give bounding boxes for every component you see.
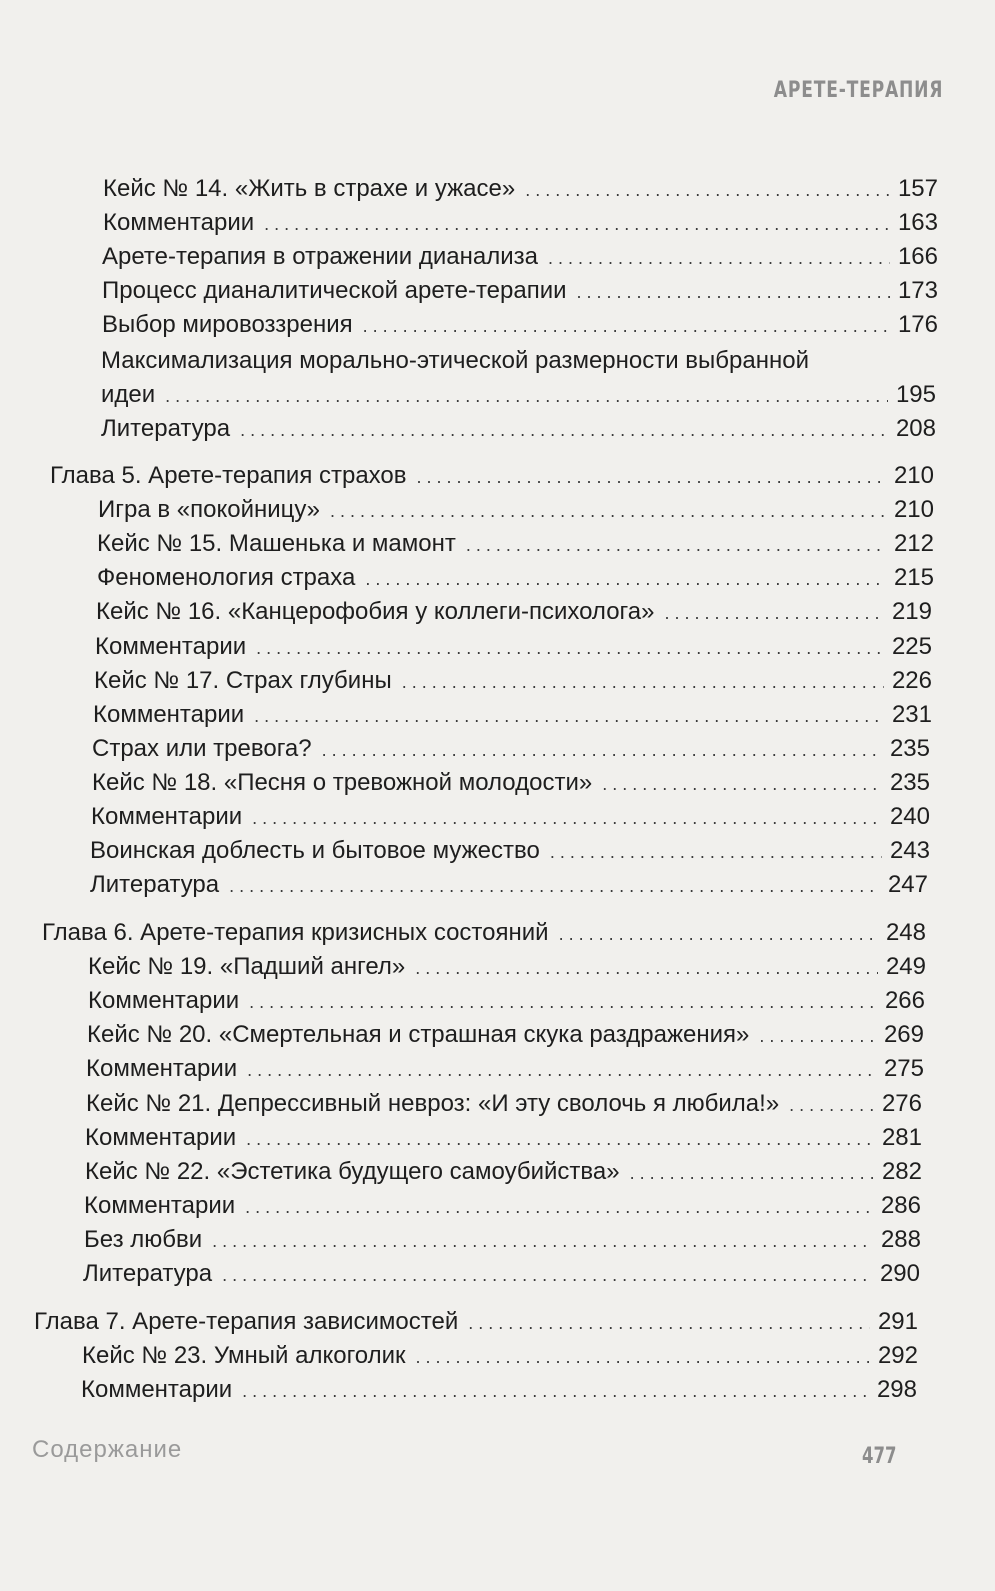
toc-entry[interactable]: Кейс № 17. Страх глубины . . . 226 <box>94 664 932 699</box>
page-number: 248 <box>885 919 926 946</box>
toc-entry[interactable]: Кейс № 16. «Канцерофобия у коллеги-психолога» . . . 219 <box>96 595 932 630</box>
toc-entry[interactable]: Комментарии . . . 231 <box>93 698 932 733</box>
toc-entry-wrapped-line: Максимализация морально-этической размерности выбранной <box>101 347 810 374</box>
toc-entry[interactable]: Игра в «покойницу» . . . 210 <box>98 493 934 528</box>
toc-entry[interactable]: Комментарии . . . 240 <box>91 800 930 835</box>
page-number: 235 <box>889 769 930 796</box>
toc-chapter[interactable]: Глава 7. Арете-терапия зависимостей . . . 291 <box>34 1305 918 1340</box>
footer-page-number: 477 <box>862 1444 897 1469</box>
page-number: 276 <box>881 1090 922 1117</box>
toc-entry[interactable]: Комментарии . . . 281 <box>85 1121 922 1156</box>
page-number: 298 <box>876 1376 917 1403</box>
toc-entry[interactable]: Комментарии . . . 163 <box>103 206 938 241</box>
page-number: 219 <box>891 598 932 625</box>
page-number: 286 <box>880 1192 921 1219</box>
toc-entry[interactable]: Страх или тревога? . . . 235 <box>92 732 930 767</box>
toc-entry[interactable]: Комментарии . . . 275 <box>86 1052 924 1087</box>
page-number: 292 <box>877 1342 918 1369</box>
page-number: 163 <box>897 209 938 236</box>
page-number: 210 <box>893 496 934 523</box>
toc-entry[interactable]: Литература . . . 290 <box>83 1257 920 1292</box>
toc-entry[interactable]: Феноменология страха . . . 215 <box>97 561 934 596</box>
page-number: 290 <box>879 1260 920 1287</box>
toc-entry[interactable]: Процесс дианалитической арете-терапии . . . 173 <box>102 274 938 309</box>
toc-entry[interactable]: Кейс № 21. Депрессивный невроз: «И эту сволочь я любила!» . . . 276 <box>86 1087 922 1122</box>
running-head: АРЕТЕ-ТЕРАПИЯ <box>773 78 943 103</box>
toc-entry[interactable]: Комментарии . . . 266 <box>88 984 925 1019</box>
toc-entry[interactable]: Литература . . . 247 <box>90 868 928 903</box>
toc-entry[interactable]: Комментарии . . . 298 <box>81 1373 917 1408</box>
page-number: 247 <box>887 871 928 898</box>
page-number: 235 <box>889 735 930 762</box>
page-number: 281 <box>881 1124 922 1151</box>
page-number: 166 <box>897 243 938 270</box>
page-number: 215 <box>893 564 934 591</box>
footer-section-title: Содержание <box>32 1436 183 1463</box>
page-number: 231 <box>891 701 932 728</box>
page-number: 173 <box>897 277 938 304</box>
page-number: 195 <box>895 381 936 408</box>
toc-entry[interactable]: Выбор мировоззрения . . . 176 <box>102 308 938 343</box>
page-number: 249 <box>885 953 926 980</box>
toc-entry[interactable]: идеи . . . 195 <box>101 378 936 413</box>
toc-chapter[interactable]: Глава 6. Арете-терапия кризисных состояний . . . 248 <box>42 916 926 951</box>
page-number: 269 <box>883 1021 924 1048</box>
toc-chapter[interactable]: Глава 5. Арете-терапия страхов . . . 210 <box>50 459 934 494</box>
page-number: 288 <box>880 1226 921 1253</box>
page-number: 212 <box>893 530 934 557</box>
toc-entry[interactable]: Арете-терапия в отражении дианализа . . . 166 <box>102 240 938 275</box>
toc-entry[interactable]: Кейс № 23. Умный алкоголик . . . 292 <box>82 1339 918 1374</box>
toc-entry[interactable]: Литература . . . 208 <box>101 412 936 447</box>
toc-entry[interactable]: Кейс № 19. «Падший ангел» . . . 249 <box>88 950 926 985</box>
page-number: 282 <box>881 1158 922 1185</box>
page-number: 240 <box>889 803 930 830</box>
page-number: 243 <box>889 837 930 864</box>
toc-entry[interactable]: Комментарии . . . 225 <box>95 630 932 665</box>
page-number: 226 <box>891 667 932 694</box>
page-number: 208 <box>895 415 936 442</box>
page-number: 275 <box>883 1055 924 1082</box>
toc-entry[interactable]: Кейс № 15. Машенька и мамонт . . . 212 <box>97 527 934 562</box>
toc-entry[interactable]: Воинская доблесть и бытовое мужество . . . 243 <box>90 834 930 869</box>
page-number: 266 <box>884 987 925 1014</box>
page-number: 291 <box>877 1308 918 1335</box>
toc-entry[interactable]: Без любви . . . 288 <box>84 1223 921 1258</box>
toc-entry[interactable]: Кейс № 20. «Смертельная и страшная скука раздражения» . . . 269 <box>87 1018 924 1053</box>
toc-entry[interactable]: Комментарии . . . 286 <box>84 1189 921 1224</box>
toc-entry[interactable]: Кейс № 18. «Песня о тревожной молодости» . . . 235 <box>92 766 930 801</box>
page-number: 157 <box>897 175 938 202</box>
toc-entry[interactable]: Кейс № 22. «Эстетика будущего самоубийства» . . . 282 <box>85 1155 922 1190</box>
page-number: 176 <box>897 311 938 338</box>
page-number: 210 <box>893 462 934 489</box>
toc-entry[interactable]: Кейс № 14. «Жить в страхе и ужасе» . . . 157 <box>103 172 938 207</box>
page-number: 225 <box>891 633 932 660</box>
